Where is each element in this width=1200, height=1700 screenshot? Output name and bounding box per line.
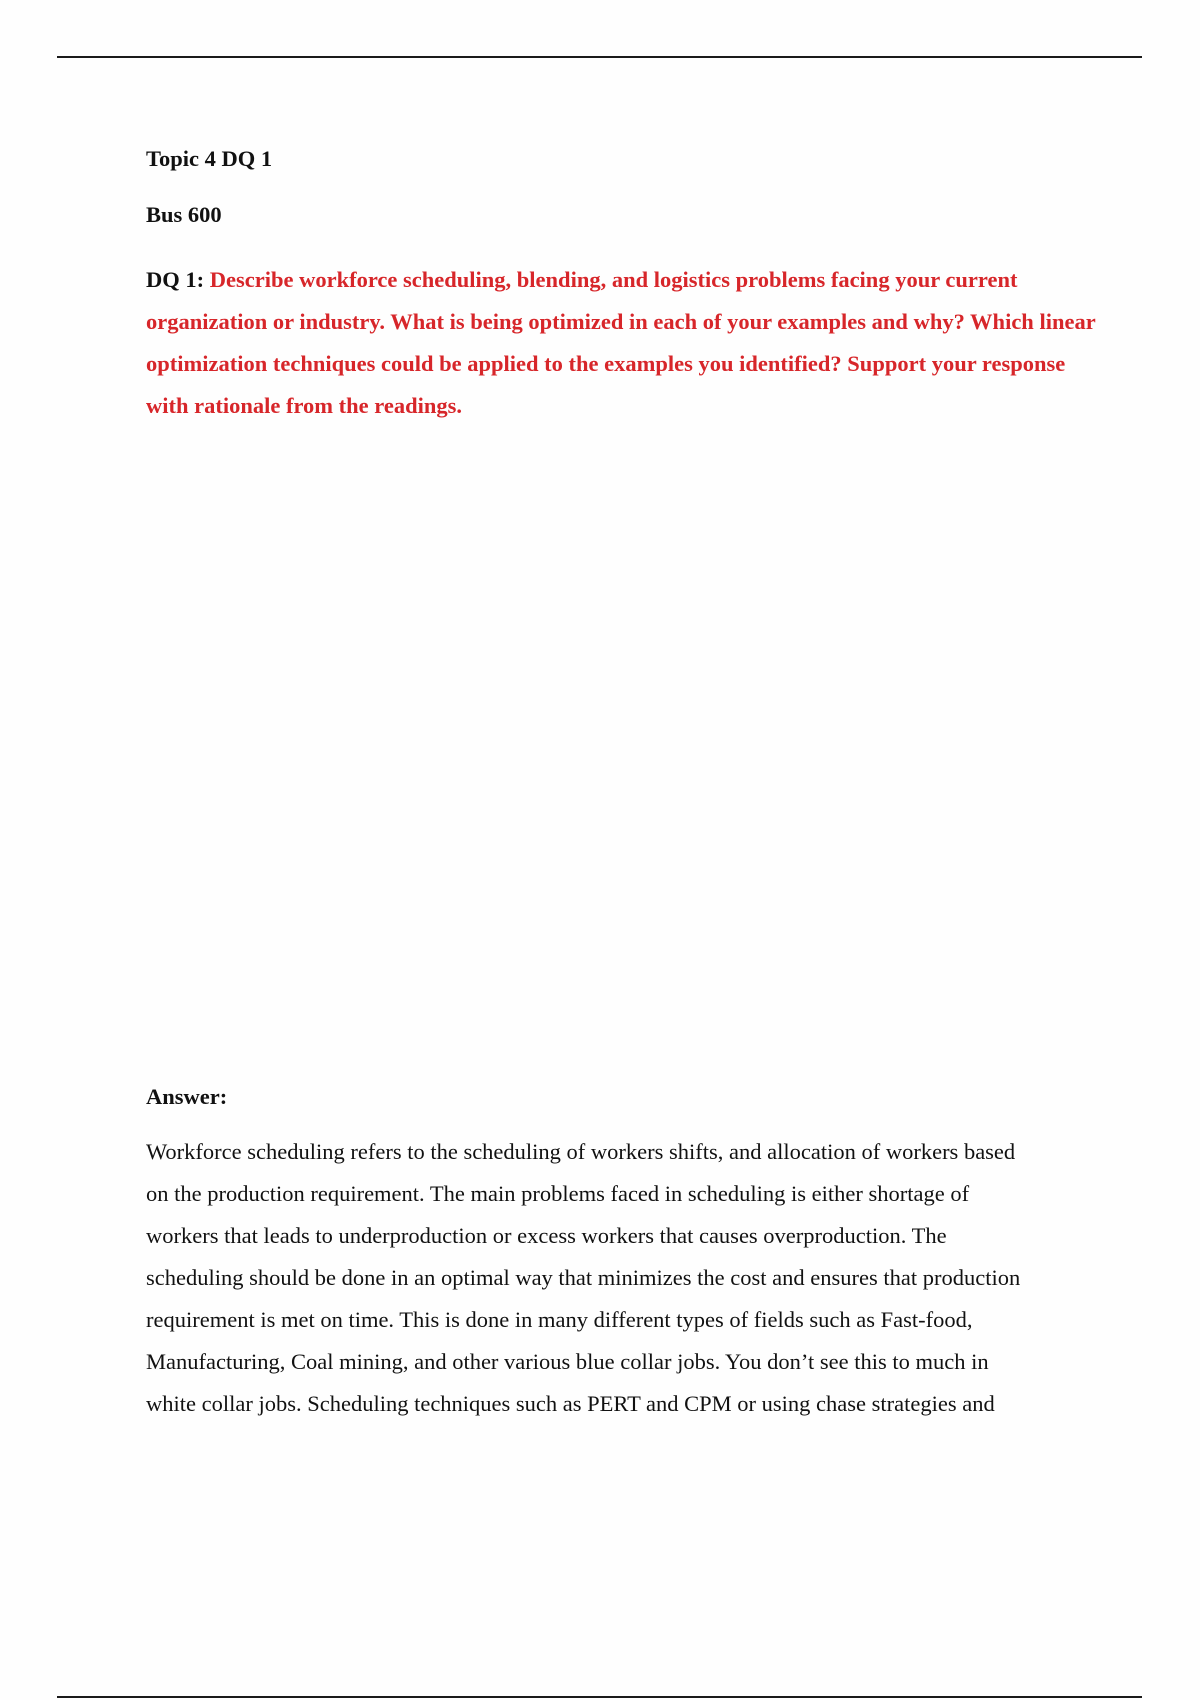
course-code: Bus 600 [146,202,222,227]
question-prompt: Describe workforce scheduling, blending, and logistics problems facing your current organization or industry. What is being optimized in each of your examples and why? Which linear optimization techniques could be applied to the examples you identified? Support your response with rationale from the readings. [146,267,1096,418]
answer-line: requirement is met on time. This is done in many different types of fields such as Fast-food, [146,1307,973,1332]
footer-rule [57,1696,1142,1698]
answer-line: scheduling should be done in an optimal way that minimizes the cost and ensures that production [146,1265,1021,1290]
answer-line: Workforce scheduling refers to the scheduling of workers shifts, and allocation of workers based [146,1139,1016,1164]
answer-line: workers that leads to underproduction or excess workers that causes overproduction. The [146,1223,947,1248]
question-label: DQ 1: [146,267,205,292]
answer-body [146,1131,1096,1425]
answer-line: white collar jobs. Scheduling techniques such as PERT and CPM or using chase strategies and [146,1391,995,1416]
document-title: Topic 4 DQ 1 [146,146,273,171]
answer-line: Manufacturing, Coal mining, and other various blue collar jobs. You don’t see this to much in [146,1349,989,1374]
header-rule [57,56,1142,58]
answer-heading: Answer: [146,1084,228,1109]
answer-line: on the production requirement. The main problems faced in scheduling is either shortage of [146,1181,970,1206]
discussion-question [146,259,1096,427]
